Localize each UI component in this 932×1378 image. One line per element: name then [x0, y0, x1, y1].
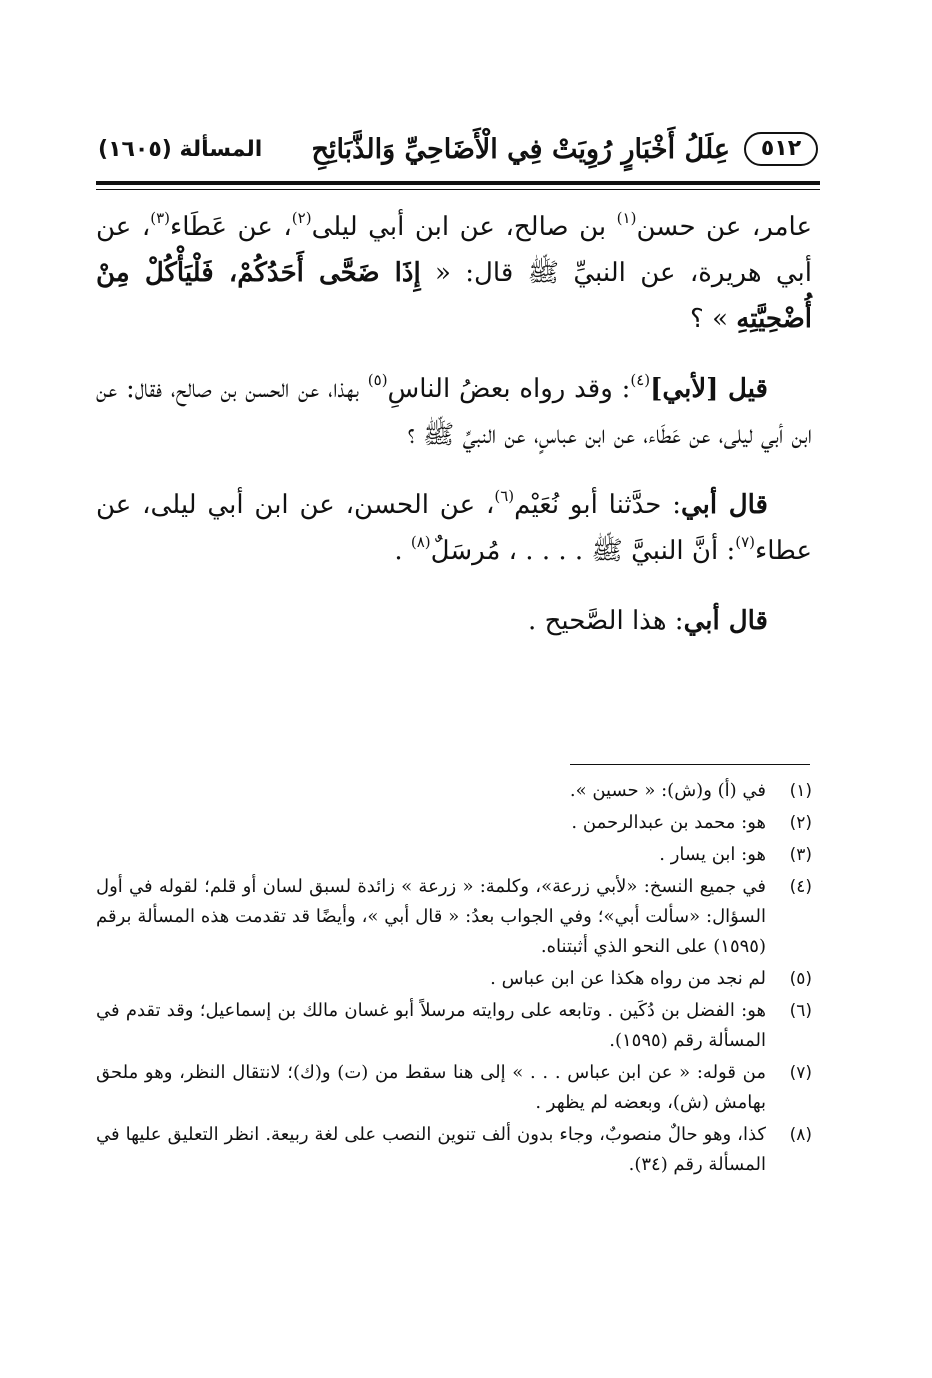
footnote-ref-8: (٨)	[410, 533, 431, 552]
paragraph-4	[96, 598, 812, 644]
text: ، عن عَطَاء	[170, 212, 292, 242]
text: : حدَّثنا أبو نُعَيْم	[514, 490, 681, 520]
footnote-text: هو: ابن يسار .	[659, 844, 766, 865]
text: .	[394, 536, 411, 566]
footnote-3	[96, 840, 812, 870]
footnote-ref-4: (٤)	[630, 371, 651, 390]
lead-phrase: قال أبي	[683, 606, 768, 636]
header-rule-thick	[96, 181, 820, 185]
text: ، عن أبي هريرة، عن النبيِّ ﷺ قال: «	[96, 212, 812, 288]
footnotes	[96, 776, 812, 1182]
footnote-number: (٢)	[789, 813, 812, 833]
footnote-number: (٧)	[789, 1063, 812, 1083]
text: : أنَّ النبيَّ ﷺ . . . . ، مُرسَلٌ	[430, 536, 736, 566]
text: : هذا الصَّحيح .	[528, 606, 684, 636]
lead-phrase: قيل [لأبي]	[650, 374, 768, 404]
footnote-8	[96, 1120, 812, 1180]
text: : وقد رواه بعضُ الناسِ	[387, 374, 631, 404]
footnote-ref-5: (٥)	[367, 371, 388, 390]
hadith-quote: إِذَا ضَحَّى أَحَدُكُمْ، فَلْيَأْكُلْ مِنْ أُضْحِيَّتِهِ	[96, 258, 812, 334]
footnote-number: (٤)	[789, 877, 812, 897]
footnote-1	[96, 776, 812, 806]
footnote-number: (١)	[789, 781, 812, 801]
page-number-badge: ٥١٢	[744, 132, 818, 166]
footnote-ref-2: (٢)	[291, 209, 312, 228]
footnote-6	[96, 996, 812, 1056]
footnote-text: هو: محمد بن عبدالرحمن .	[571, 812, 766, 833]
paragraph-1	[96, 204, 812, 342]
main-text	[96, 204, 812, 668]
footnote-text: في (أ) و(ش): « حسين ».	[569, 780, 766, 801]
text: عامر، عن حسن	[636, 212, 812, 242]
footnote-number: (٦)	[789, 1001, 812, 1021]
footnote-text: في جميع النسخ: «لأبي زرعة»، وكلمة: « زرعة » زائدة لسبق لسان أو قلم؛ لقوله في أول السؤال: «سألت أبي»؛ وفي الجواب بعدُ: « قال أبي »، وأيضًا قد تقدمت هذه المسألة برقم (١٥٩٥) على النحو الذي أثبتناه.	[96, 876, 766, 957]
footnote-7	[96, 1058, 812, 1118]
footnote-number: (٨)	[789, 1125, 812, 1145]
footnote-4	[96, 872, 812, 962]
footnote-separator	[570, 764, 810, 765]
footnote-text: لم نجد من رواه هكذا عن ابن عباس .	[490, 968, 766, 989]
footnote-ref-3: (٣)	[150, 209, 171, 228]
footnote-ref-7: (٧)	[735, 533, 755, 552]
footnote-2	[96, 808, 812, 838]
footnote-text: هو: الفضل بن دُكَين . وتابعه على روايته مرسلاً أبو غسان مالك بن إسماعيل؛ وقد تقدم في المسألة رقم (١٥٩٥).	[96, 1000, 766, 1051]
text: ، عن الحسن، عن ابن أبي ليلى، عن عطاء	[96, 490, 812, 566]
paragraph-2	[96, 366, 812, 458]
page-header	[98, 128, 818, 174]
running-title: عِلَلُ أَخْبَارٍ رُوِيَتْ فِي الْأَضَاحِيِّ وَالذَّبَائِحِ	[311, 134, 730, 165]
lead-phrase: قال أبي	[680, 490, 768, 520]
text: بن صالح، عن ابن أبي ليلى	[311, 212, 617, 242]
footnote-ref-6: (٦)	[494, 487, 515, 506]
footnote-text: كذا، وهو حالٌ منصوبٌ، وجاء بدون ألف تنوين النصب على لغة ربيعة. انظر التعليق عليها في المسألة رقم (٣٤).	[96, 1124, 766, 1175]
issue-number: المسألة (١٦٠٥)	[98, 137, 263, 162]
footnote-number: (٣)	[789, 845, 812, 865]
footnote-5	[96, 964, 812, 994]
paragraph-3	[96, 482, 812, 574]
header-rule-thin	[96, 189, 820, 190]
text: بهذا، عن الحسن بن صالح، فقال: عن ابن أبي ليلى، عن عَطَاء، عن ابن عباسٍ، عن النبيِّ ﷺ ؟	[96, 374, 812, 450]
text: » ؟	[690, 304, 737, 334]
footnote-text: من قوله: « عن ابن عباس . . . » إلى هنا سقط من (ت) و(ك)؛ لانتقال النظر، وهو ملحق بهامش (ش)، وبعضه لم يظهر .	[96, 1062, 766, 1113]
footnote-number: (٥)	[789, 969, 812, 989]
footnote-ref-1: (١)	[616, 209, 637, 228]
